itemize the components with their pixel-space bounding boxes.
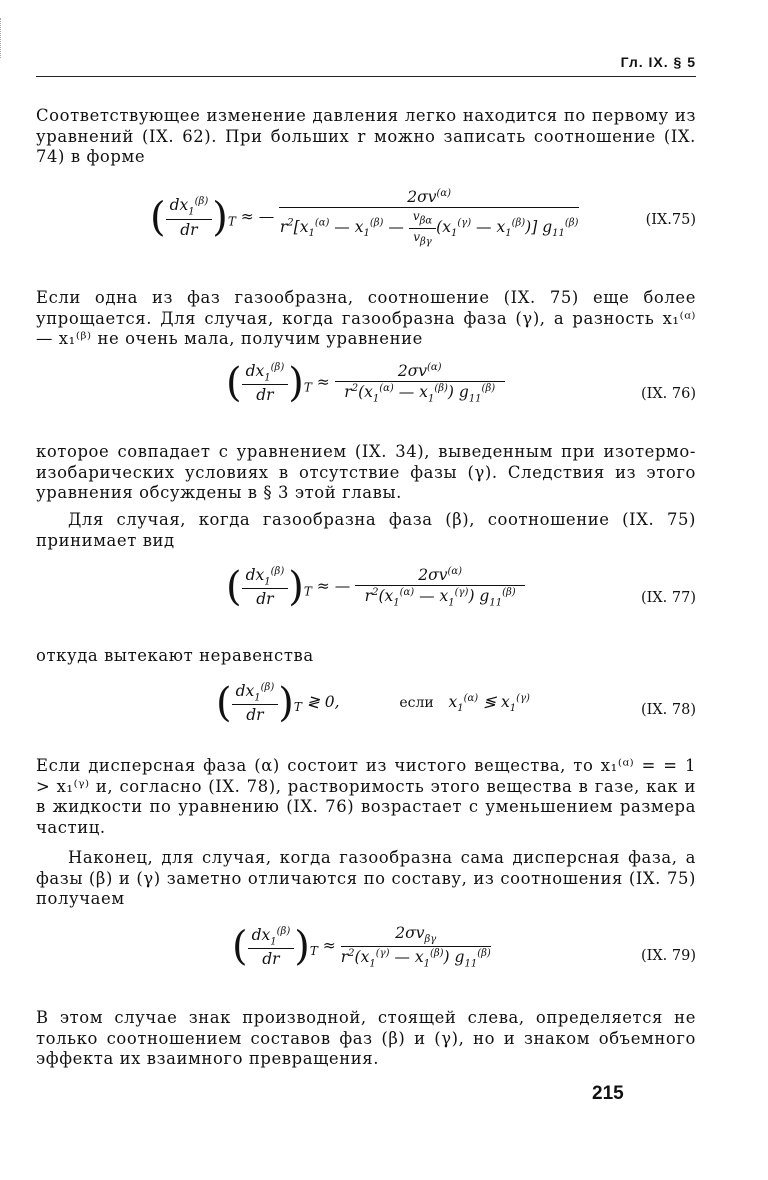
paragraph-6: Если дисперсная фаза (α) состоит из чистого вещества, то x₁⁽ᵅ⁾ = = 1 > x₁⁽ᵞ⁾ и, согласно (IX. 78), растворимость этого вещества в газе, как и в жидкости по уравнению (IX. 76) возрастает с уменьшением размера частиц.	[36, 756, 696, 837]
equation-number: (IX.75)	[645, 212, 696, 228]
equation-ix-78	[216, 682, 696, 738]
running-head-text: Гл. IX. § 5	[620, 54, 696, 70]
equation-number: (IX. 76)	[640, 386, 696, 402]
equation-body: ( $\frac{dx_1^{(\beta)}}{dr}$ )$_T$ ≈ $\frac{2\sigma v_{\beta\gamma}}{r^2(x_1^{(\gamma)} — x_1^{(\beta)}) g_{11}^{(\beta)}}$	[232, 923, 491, 970]
equation-ix-77	[226, 566, 696, 636]
equation-ix-79	[232, 924, 696, 994]
equation-body: ( $\frac{dx_1^{(\beta)}}{dr}$ )$_T$ ≷ 0, если $x_1^{(\alpha)}$ ≶ $x_1^{(\gamma)}$	[216, 680, 530, 727]
paragraph-7: Наконец, для случая, когда газообразна сама дисперсная фаза, а фазы (β) и (γ) заметно отличаются по составу, из соотношения (IX. 75) получаем	[36, 848, 696, 908]
equation-number: (IX. 79)	[640, 948, 696, 964]
paragraph-8: В этом случае знак производной, стоящей слева, определяется не только соотношением составов фаз (β) и (γ), но и знаком объемного эффекта их взаимного превращения.	[36, 1008, 696, 1068]
equation-body: ( $\frac{dx_1^{(\beta)}}{dr}$ )$_T$ ≈ — $\frac{2\sigma v^{(\alpha)}}{r^2(x_1^{(\alpha)} — x_1^{(\gamma)}) g_{11}^{(\beta)}}$	[226, 566, 525, 608]
equation-body: ( $\frac{dx_1^{(\beta)}}{dr}$ )$_T$ ≈ $\frac{2\sigma v^{(\alpha)}}{r^2(x_1^{(\alpha)} — x_1^{(\beta)}) g_{11}^{(\beta)}}$	[226, 362, 505, 404]
equation-ix-76	[226, 362, 696, 432]
scan-edge-mark	[0, 18, 7, 58]
equation-number: (IX. 78)	[640, 702, 696, 718]
running-header	[36, 52, 696, 77]
equation-body: ( $\frac{dx_1^{(\beta)}}{dr}$ )$_T$ ≈ — $2\sigma v^{(\alpha)}$ $r^2[x_1^{(\alpha)}$ — $x_1^{(\beta)}$ — $\frac{v_{\beta\alpha}}{v_{\beta\gamma}}$ ($x_1^{(\gamma)}$ — $x_1^{(\beta)}$)] $g_{11}^{(\beta)}$	[150, 188, 579, 247]
paragraph-2: Если одна из фаз газообразна, соотношение (IX. 75) еще более упрощается. Для случая, когда газообразна фаза (γ), а разность x₁⁽ᵅ⁾ — x₁⁽ᵝ⁾ не очень мала, получим уравнение	[36, 288, 696, 348]
page-number: 215	[592, 1083, 624, 1104]
paragraph-1: Соответствующее изменение давления легко находится по первому из уравнений (IX. 62). При больших r можно записать соотношение (IX. 74) в форме	[36, 106, 696, 166]
equation-ix-75	[150, 188, 696, 270]
equation-number: (IX. 77)	[640, 590, 696, 606]
paragraph-3: которое совпадает с уравнением (IX. 34), выведенным при изотермо-изобарических условиях в отсутствие фазы (γ). Следствия из этого уравнения обсуждены в § 3 этой главы.	[36, 442, 696, 502]
paragraph-5: откуда вытекают неравенства	[36, 646, 314, 665]
paragraph-4: Для случая, когда газообразна фаза (β), соотношение (IX. 75) принимает вид	[36, 510, 696, 550]
condition-word: если	[399, 695, 434, 712]
